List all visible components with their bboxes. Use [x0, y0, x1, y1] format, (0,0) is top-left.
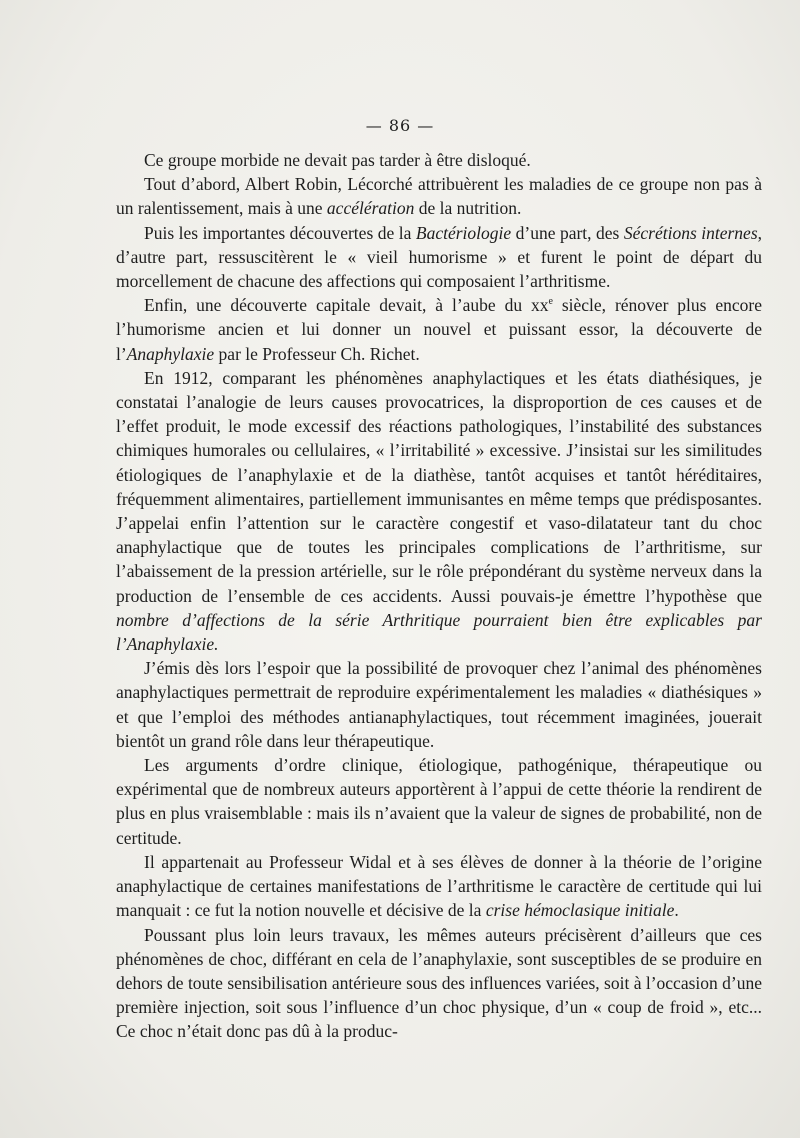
text-run: Poussant plus loin leurs travaux, les mêmes auteurs précisèrent d’ailleurs que ces phénomènes de choc, différant en cela de l’anaphylaxie, sont susceptibles de se produire en dehors de toute sensibilisation antérieure sous des influences variées, soit à l’occasion d’une première injection, soit sous l’influence d’un choc physique, d’un « coup de froid », etc... Ce choc n’était donc pas dû à la produc-: [116, 924, 762, 1042]
text-run: siècle, rénover plus encore l’humorisme ancien et lui donner un nouvel et puissant essor, la découverte de l’: [116, 295, 762, 364]
paragraph: [116, 172, 762, 220]
italic-run: nombre d’affections de la série Arthritique pourraient bien être explicables par l’Anaphylaxie.: [116, 609, 762, 655]
text-run: J’émis dès lors l’espoir que la possibilité de provoquer chez l’animal des phénomènes anaphylactiques permettrait de reproduire expérimentalement les maladies « diathésiques » et que l’emploi des méthodes antianaphylactiques, tout récemment imaginées, jouerait bientôt un grand rôle dans leur thérapeutique.: [116, 658, 762, 751]
text-run: , d’autre part, ressuscitèrent le « vieil humorisme » et furent le point de départ du morcellement de chacune des affections qui composaient l’arthritisme.: [116, 222, 762, 292]
page-number: — 86 —: [365, 116, 435, 135]
paragraph: [116, 221, 762, 294]
text-run: Tout d’abord, Albert Robin, Lécorché attribuèrent les maladies de ce groupe non pas à un ralentissement, mais à une: [116, 174, 762, 219]
text-run: En 1912, comparant les phénomènes anaphylactiques et les états diathésiques, je constatai l’analogie de leurs causes provocatrices, la disproportion de ces causes et de l’effet produit, le mode excessif des réactions pathologiques, l’instabilité des substances chimiques humorales ou cellulaires, « l’irritabilité » excessive. J’insistai sur les similitudes étiologiques de l’anaphylaxie et de la diathèse, tantôt acquises et tantôt héréditaires, fréquemment alimentaires, partiellement immunisantes en même temps que prédisposantes. J’appelai enfin l’attention sur le caractère congestif et vaso-dilatateur tant du choc anaphylactique que de toutes les principales complications de l’arthritisme, sur l’abaissement de la pression artérielle, sur le rôle prépondérant du système nerveux dans la production de l’ensemble de ces accidents. Aussi pouvais-je émettre l’hypothèse que: [116, 367, 762, 606]
text-run: Enfin, une découverte capitale devait, à l’aube du xx: [144, 295, 549, 316]
text-run: Les arguments d’ordre clinique, étiologique, pathogénique, thérapeutique ou expérimental que de nombreux auteurs apportèrent à l’appui de cette théorie la rendirent de plus en plus vraisemblable : mais ils n’avaient que la valeur de signes de probabilité, non de certitude.: [116, 755, 762, 848]
text-run: Il appartenait au Professeur Widal et à ses élèves de donner à la théorie de l’origine anaphylactique de certaines manifestations de l’arthritisme le caractère de certitude qui lui manquait : ce fut la notion nouvelle et décisive de la: [116, 851, 762, 921]
paragraph: [116, 148, 762, 172]
text-run: .: [674, 900, 679, 921]
italic-run: accélération: [326, 198, 415, 219]
superscript-run: e: [548, 296, 553, 308]
italic-run: Sécrétions internes: [623, 222, 758, 243]
italic-run: Bactériologie: [415, 222, 512, 243]
text-run: par le Professeur Ch. Richet.: [214, 343, 420, 364]
paragraph: [116, 366, 762, 656]
body-text: [116, 148, 762, 1044]
paragraph: [116, 293, 762, 366]
paragraph: [116, 656, 762, 753]
italic-run: crise hémoclasique initiale: [485, 900, 675, 921]
text-run: de la nutrition.: [414, 198, 522, 219]
paragraph: [116, 850, 762, 923]
paragraph: [116, 753, 762, 850]
text-run: Ce groupe morbide ne devait pas tarder à être disloqué.: [144, 150, 531, 170]
text-run: d’une part, des: [511, 222, 624, 243]
italic-run: Anaphylaxie: [126, 343, 215, 364]
paragraph: [116, 923, 762, 1044]
text-run: Puis les importantes découvertes de la: [144, 222, 416, 243]
